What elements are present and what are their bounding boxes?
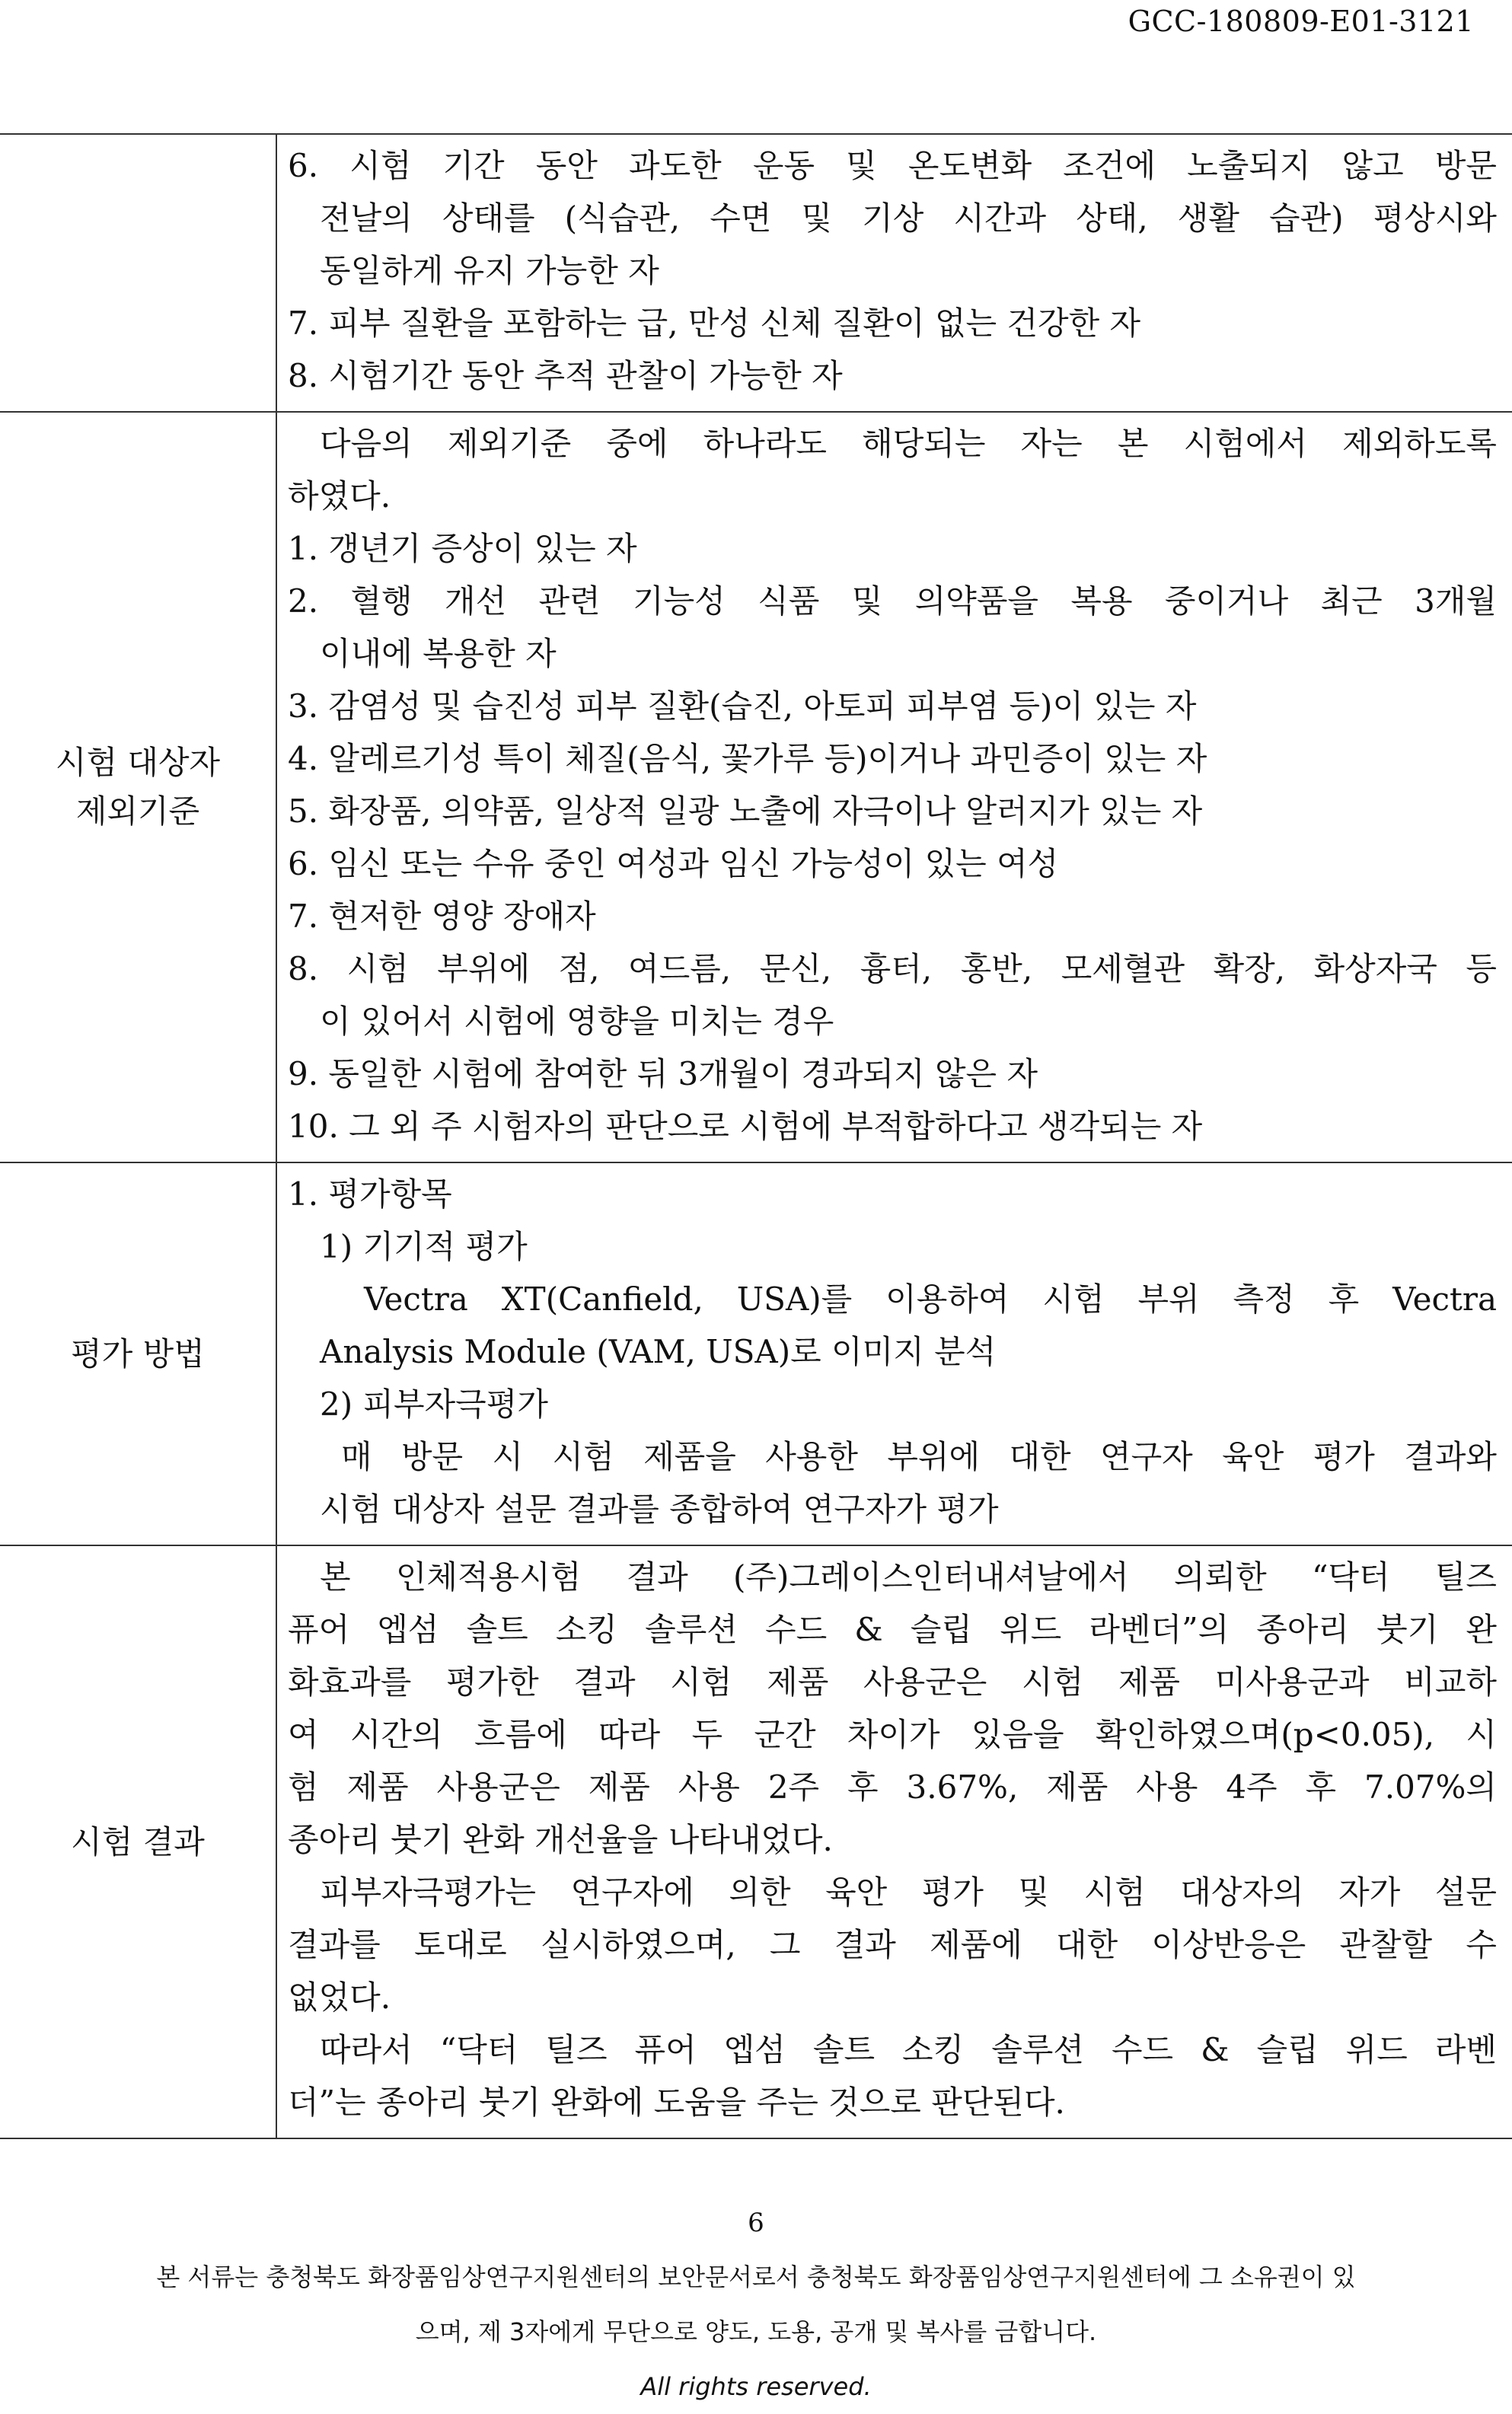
list-item: 7. 현저한 영양 장애자 xyxy=(288,898,596,935)
table-row-results xyxy=(0,1545,1512,2138)
list-item: 8. 시험 부위에 점, 여드름, 문신, 흉터, 홍반, 모세혈관 확장, 화상자국 등 xyxy=(288,950,1497,987)
row-label-results: 시험 결과 xyxy=(0,1545,276,2138)
row-content-results xyxy=(276,1545,1512,2138)
list-item-continuation: 이 있어서 시험에 영향을 미치는 경우 xyxy=(320,1003,834,1040)
label-line: 제외기준 xyxy=(75,792,200,830)
paragraph-intro-continuation: 하였다. xyxy=(288,477,391,515)
page-number: 6 xyxy=(748,2208,764,2238)
row-label-evaluation: 평가 방법 xyxy=(0,1162,276,1545)
paragraph-line: 더”는 종아리 붓기 완화에 도움을 주는 것으로 판단된다. xyxy=(288,2084,1065,2121)
list-item: 9. 동일한 시험에 참여한 뒤 3개월이 경과되지 않은 자 xyxy=(288,1055,1038,1092)
footer-line: 으며, 제 3자에게 무단으로 양도, 도용, 공개 및 복사를 금합니다. xyxy=(415,2317,1097,2346)
paragraph-line: Vectra XT(Canfield, USA)를 이용하여 시험 부위 측정 후 Vectra xyxy=(364,1280,1497,1318)
subsection-heading: 2) 피부자극평가 xyxy=(320,1386,548,1423)
list-item: 8. 시험기간 동안 추적 관찰이 가능한 자 xyxy=(288,357,843,394)
paragraph-line: 화효과를 평가한 결과 시험 제품 사용군은 시험 제품 미사용군과 비교하 xyxy=(288,1663,1497,1701)
paragraph-line: Analysis Module (VAM, USA)로 이미지 분석 xyxy=(320,1333,997,1370)
paragraph-line: 매 방문 시 시험 제품을 사용한 부위에 대한 연구자 육안 평가 결과와 xyxy=(341,1438,1497,1475)
list-item: 7. 피부 질환을 포함하는 급, 만성 신체 질환이 없는 건강한 자 xyxy=(288,305,1141,342)
row-content-inclusion xyxy=(276,134,1512,412)
list-item: 3. 감염성 및 습진성 피부 질환(습진, 아토피 피부염 등)이 있는 자 xyxy=(288,687,1197,725)
footer-line: 본 서류는 충청북도 화장품임상연구지원센터의 보안문서로서 충청북도 화장품임상연구지원센터에 그 소유권이 있 xyxy=(156,2263,1356,2291)
list-item-continuation: 전날의 상태를 (식습관, 수면 및 기상 시간과 상태, 생활 습관) 평상시와 xyxy=(320,199,1497,237)
section-heading: 1. 평가항목 xyxy=(288,1175,452,1213)
list-item: 1. 갱년기 증상이 있는 자 xyxy=(288,530,637,567)
row-label-exclusion xyxy=(0,412,276,1162)
confidentiality-footer xyxy=(0,2250,1512,2414)
row-label-empty xyxy=(0,134,276,412)
row-content-evaluation xyxy=(276,1162,1512,1545)
paragraph-line: 결과를 토대로 실시하였으며, 그 결과 제품에 대한 이상반응은 관찰할 수 xyxy=(288,1926,1497,1963)
subsection-heading: 1) 기기적 평가 xyxy=(320,1228,528,1265)
list-item: 4. 알레르기성 특이 체질(음식, 꽃가루 등)이거나 과민증이 있는 자 xyxy=(288,740,1207,777)
list-item: 6. 시험 기간 동안 과도한 운동 및 온도변화 조건에 노출되지 않고 방문 xyxy=(288,147,1497,184)
criteria-table xyxy=(0,133,1512,2139)
label-line: 시험 대상자 xyxy=(55,744,221,781)
list-item: 6. 임신 또는 수유 중인 여성과 임신 가능성이 있는 여성 xyxy=(288,845,1059,882)
paragraph-line: 시험 대상자 설문 결과를 종합하여 연구자가 평가 xyxy=(320,1491,999,1528)
table-row-inclusion-continued xyxy=(0,134,1512,412)
paragraph-line: 본 인체적용시험 결과 (주)그레이스인터내셔날에서 의뢰한 “닥터 틸즈 xyxy=(320,1558,1497,1596)
list-item-continuation: 이내에 복용한 자 xyxy=(320,635,557,672)
table-row-evaluation xyxy=(0,1162,1512,1545)
paragraph-line: 따라서 “닥터 틸즈 퓨어 엡섬 솔트 소킹 솔루션 수드 & 슬립 위드 라벤 xyxy=(320,2031,1497,2068)
list-item-continuation: 동일하게 유지 가능한 자 xyxy=(320,252,659,289)
row-content-exclusion xyxy=(276,412,1512,1162)
paragraph-line: 험 제품 사용군은 제품 사용 2주 후 3.67%, 제품 사용 4주 후 7.07%의 xyxy=(288,1768,1497,1806)
paragraph-line: 피부자극평가는 연구자에 의한 육안 평가 및 시험 대상자의 자가 설문 xyxy=(320,1873,1497,1911)
paragraph-line: 없었다. xyxy=(288,1979,391,2016)
list-item: 2. 혈행 개선 관련 기능성 식품 및 의약품을 복용 중이거나 최근 3개월 xyxy=(288,582,1497,620)
table-row-exclusion xyxy=(0,412,1512,1162)
paragraph-intro: 다음의 제외기준 중에 하나라도 해당되는 자는 본 시험에서 제외하도록 xyxy=(320,425,1497,462)
paragraph-line: 여 시간의 흐름에 따라 두 군간 차이가 있음을 확인하였으며(p<0.05), 시 xyxy=(288,1716,1497,1753)
paragraph-line: 퓨어 엡섬 솔트 소킹 솔루션 수드 & 슬립 위드 라벤더”의 종아리 붓기 완 xyxy=(288,1611,1497,1648)
list-item: 10. 그 외 주 시험자의 판단으로 시험에 부적합하다고 생각되는 자 xyxy=(288,1108,1203,1145)
rights-notice: All rights reserved. xyxy=(640,2372,872,2401)
list-item: 5. 화장품, 의약품, 일상적 일광 노출에 자극이나 알러지가 있는 자 xyxy=(288,792,1203,830)
document-id: GCC-180809-E01-3121 xyxy=(1128,5,1474,38)
paragraph-line: 종아리 붓기 완화 개선율을 나타내었다. xyxy=(288,1821,833,1858)
